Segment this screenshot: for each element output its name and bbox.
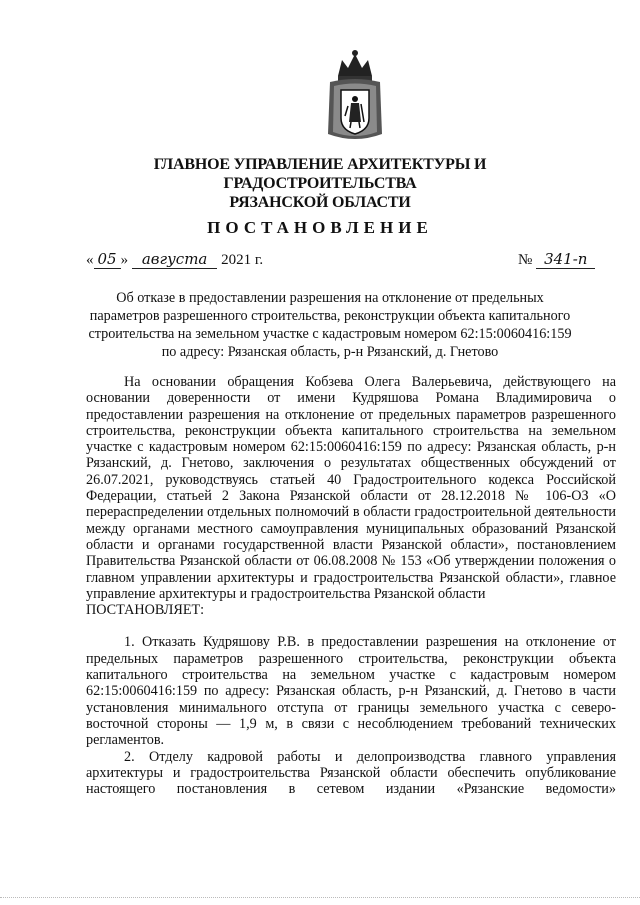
ryazan-coat-of-arms-icon [324,46,386,146]
document-number [518,250,595,269]
document-date [86,250,263,269]
resolution-item-2: 2. Отделу кадровой работы и делопроизводства главного управления архитектуры и градостроительства Рязанской области обеспечить опубликование настоящего постановления в сетевом издании «Рязанские ведомости» [86,748,616,798]
resolution-item-1: 1. Отказать Кудряшову Р.В. в предоставлении разрешения на отклонение от предельных параметров разрешенного строительства, реконструкции объекта капитального строительства на земельном участке с кадастровым номером 62:15:0060416:159 по адресу: Рязанская область, р-н Рязанский, д. Гнетово в части установления минимального отступа от границы земельного участка с северо-восточной стороны — 1,9 м, в связи с несоблюдением требований технических регламентов. [86,634,616,749]
document-subject: Об отказе в предоставлении разрешения на отклонение от предельных параметров разрешенного строительства, реконструкции объекта капитального строительства на земельном участке с кадастровым номером 62:15:0060416:159 по адресу: Рязанская область, р-н Рязанский, д. Гнетово [88,290,572,360]
issuing-authority [60,155,580,212]
preamble-paragraph: На основании обращения Кобзева Олега Валерьевича, действующего на основании доверенности от имени Кудряшова Романа Владимировича о предоставлении разрешения на отклонение от предельных параметров разрешенного строительства, реконструкции объекта капитального строительства на земельном участке с кадастровым номером 62:15:0060416:159 по адресу: Рязанская область, р-н Рязанский, д. Гнетово, заключения о результатах общественных обсуждений от 26.07.2021, руководствуясь статьей 40 Градостроительного кодекса Российской Федерации, статьей 2 Закона Рязанской области от 28.12.2018 № 106-ОЗ «О перераспределении отдельных полномочий в области градостроительной деятельности между органами местного самоуправления муниципальных образований Рязанской области и органами государственной власти Рязанской области», постановлением Правительства Рязанской области от 06.08.2008 № 153 «Об утверждении положения о главном управлении архитектуры и градостроительства Рязанской области», главное управление архитектуры и градостроительства Рязанской области [86,374,616,602]
number-label: № [518,252,533,268]
authority-line-1: ГЛАВНОЕ УПРАВЛЕНИЕ АРХИТЕКТУРЫ И ГРАДОСТРОИТЕЛЬСТВА [153,156,487,192]
date-open-quote: « [86,252,94,268]
page-bottom-divider [0,897,640,898]
resolves-heading: ПОСТАНОВЛЯЕТ: [86,602,205,619]
date-year: 2021 г. [221,252,264,268]
date-day: 05 [94,250,121,269]
document-body [86,374,616,797]
date-month: августа [132,250,218,269]
number-value: 341-п [536,250,595,269]
authority-line-2: РЯЗАНСКОЙ ОБЛАСТИ [229,194,411,211]
document-type: ПОСТАНОВЛЕНИЕ [207,218,433,237]
date-close-quote: » [120,252,129,268]
